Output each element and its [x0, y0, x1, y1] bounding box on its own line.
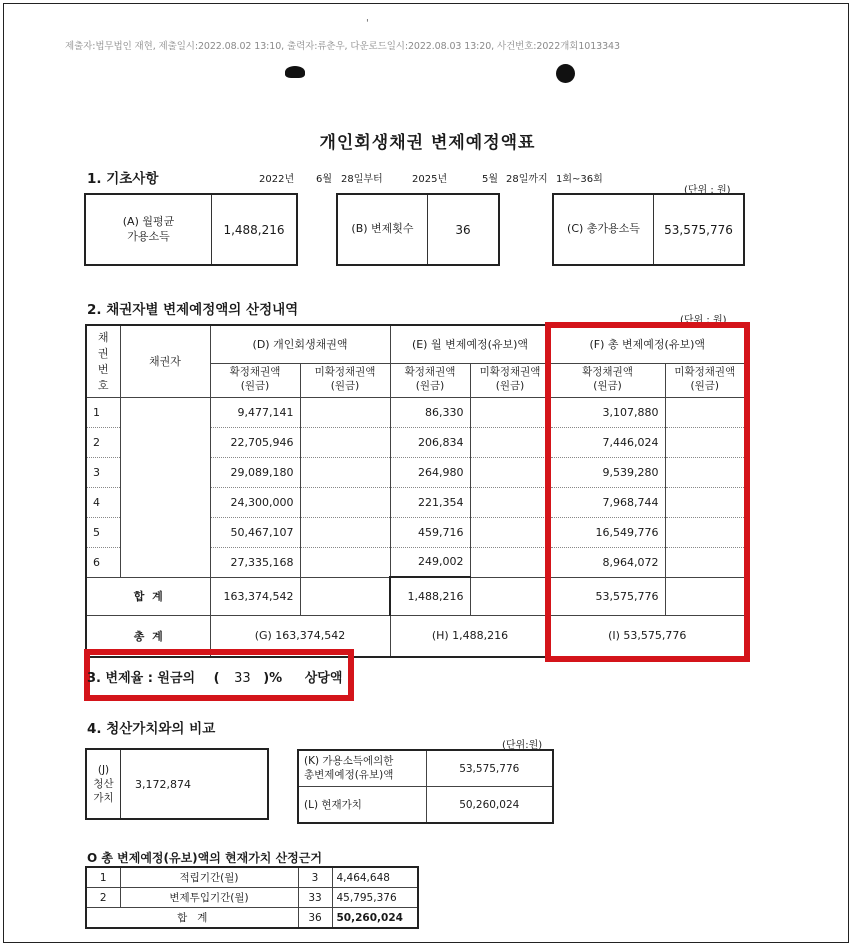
col-header-creditor: 채권자 — [120, 325, 210, 397]
col-header-no: 채권 번호 — [86, 325, 120, 397]
row-e-value: 221,354 — [390, 487, 470, 517]
pv-total-amount: 50,260,024 — [332, 908, 418, 929]
box-b-value: 36 — [455, 222, 471, 237]
row-e-value: 459,716 — [390, 517, 470, 547]
period-end-month: 5월 — [482, 174, 499, 185]
row-e-value: 86,330 — [390, 397, 470, 427]
sub-header-d-confirmed: 확정채권액 (원금) — [210, 363, 300, 397]
row-e-unconfirmed — [470, 517, 550, 547]
sub-header-e-unconfirmed: 미확정채권액 (원금) — [470, 363, 550, 397]
pv-row-label: 적립기간(월) — [120, 867, 298, 888]
row-no: 4 — [86, 487, 120, 517]
pv-total-months: 36 — [298, 908, 332, 929]
l-value: 50,260,024 — [426, 787, 553, 824]
row-e-value: 249,002 — [390, 547, 470, 577]
pv-row-amount: 4,464,648 — [332, 867, 418, 888]
row-d-unconfirmed — [300, 487, 390, 517]
present-value-table — [85, 866, 419, 929]
period-end-day: 28일까지 — [506, 174, 548, 185]
submission-header: 제출자:법무법인 재현, 제출일시:2022.08.02 13:10, 출력자:류춘우, 다운로드일시:2022.08.03 13:20, 사건번호:2022개회1013343 — [65, 41, 620, 52]
box-c-value: 53,575,776 — [664, 222, 733, 237]
document-title: 개인회생채권 변제예정액표 — [319, 133, 536, 153]
sum-label: 합 계 — [86, 577, 210, 615]
row-f-value: 8,964,072 — [550, 547, 665, 577]
sum-d-value: 163,374,542 — [210, 577, 300, 615]
row-e-unconfirmed — [470, 547, 550, 577]
total-h-value: (H) 1,488,216 — [390, 615, 550, 657]
section2-unit: (단위 : 원) — [680, 315, 727, 326]
rate-prefix: 3. 변제율 : 원금의 — [87, 671, 196, 686]
row-d-value: 29,089,180 — [210, 457, 300, 487]
row-f-value: 3,107,880 — [550, 397, 665, 427]
pv-total-label: 합 계 — [86, 908, 298, 929]
row-d-unconfirmed — [300, 397, 390, 427]
row-f-value: 7,446,024 — [550, 427, 665, 457]
section1-unit: (단위 : 원) — [684, 185, 731, 196]
pv-row-no: 2 — [86, 888, 120, 908]
sub-header-e-confirmed: 확정채권액 (원금) — [390, 363, 470, 397]
box-b-repayment-count — [336, 193, 500, 266]
l-label: (L) 현재가치 — [298, 787, 426, 824]
total-i-value: (I) 53,575,776 — [550, 615, 745, 657]
sum-f-value: 53,575,776 — [550, 577, 665, 615]
k-label: (K) 가용소득에의한 총변제예정(유보)액 — [298, 750, 426, 787]
row-no: 3 — [86, 457, 120, 487]
highlight-box-f-column — [545, 322, 750, 662]
total-g-value: (G) 163,374,542 — [210, 615, 390, 657]
pv-row-months: 3 — [298, 867, 332, 888]
top-mark: ' — [366, 18, 369, 29]
row-f-value: 9,539,280 — [550, 457, 665, 487]
section2-heading: 2. 채권자별 변제예정액의 산정내역 — [87, 302, 299, 318]
section1-heading: 1. 기초사항 — [87, 171, 159, 187]
row-d-value: 24,300,000 — [210, 487, 300, 517]
period-rounds: 1회~36회 — [556, 174, 603, 185]
row-e-unconfirmed — [470, 487, 550, 517]
sub-header-d-unconfirmed: 미확정채권액 (원금) — [300, 363, 390, 397]
box-a-label: (A) 월평균 가용소득 — [86, 195, 212, 264]
box-j-value: 3,172,874 — [135, 777, 191, 791]
row-d-value: 9,477,141 — [210, 397, 300, 427]
row-no: 2 — [86, 427, 120, 457]
ink-mark-right — [556, 64, 575, 83]
pv-row-label: 변제투입기간(월) — [120, 888, 298, 908]
period-start-day: 28일부터 — [341, 174, 383, 185]
rate-open-paren: ( — [213, 671, 220, 686]
sum-d-unconfirmed — [300, 577, 390, 615]
row-e-unconfirmed — [470, 397, 550, 427]
row-d-value: 50,467,107 — [210, 517, 300, 547]
rate-suffix: 상당액 — [304, 671, 343, 686]
row-d-unconfirmed — [300, 547, 390, 577]
row-e-unconfirmed — [470, 457, 550, 487]
table-row — [86, 867, 418, 888]
row-f-value: 16,549,776 — [550, 517, 665, 547]
ink-mark-left — [285, 66, 305, 78]
box-c-total-income — [552, 193, 745, 266]
box-j-label: (J) 청산 가치 — [87, 750, 121, 818]
row-d-value: 27,335,168 — [210, 547, 300, 577]
row-no: 5 — [86, 517, 120, 547]
sub-header-f-unconfirmed: 미확정채권액 (원금) — [665, 363, 745, 397]
rate-close-paren: )% — [263, 671, 283, 686]
table-row — [86, 888, 418, 908]
box-b-label: (B) 변제횟수 — [338, 195, 428, 264]
comparison-table — [297, 749, 554, 824]
box-j-liquidation-value — [85, 748, 269, 820]
row-d-value: 22,705,946 — [210, 427, 300, 457]
group-header-d: (D) 개인회생채권액 — [210, 325, 390, 363]
pv-row-amount: 45,795,376 — [332, 888, 418, 908]
section5-heading: O 총 변제예정(유보)액의 현재가치 산정근거 — [87, 851, 322, 865]
k-value: 53,575,776 — [426, 750, 553, 787]
sum-e-value: 1,488,216 — [390, 577, 470, 615]
period-start-month: 6월 — [316, 174, 333, 185]
creditor-name-cell — [120, 397, 210, 577]
rate-value: 33 — [234, 671, 251, 686]
total-label: 총 계 — [86, 615, 210, 657]
row-e-value: 264,980 — [390, 457, 470, 487]
repayment-rate-line — [87, 667, 342, 686]
group-header-f: (F) 총 변제예정(유보)액 — [550, 325, 745, 363]
row-no: 1 — [86, 397, 120, 427]
section4-heading: 4. 청산가치와의 비교 — [87, 721, 216, 737]
row-e-value: 206,834 — [390, 427, 470, 457]
row-d-unconfirmed — [300, 457, 390, 487]
row-d-unconfirmed — [300, 517, 390, 547]
box-c-label: (C) 총가용소득 — [554, 195, 654, 264]
sum-e-unconfirmed — [470, 577, 550, 615]
pv-row-no: 1 — [86, 867, 120, 888]
box-a-monthly-income — [84, 193, 298, 266]
row-e-unconfirmed — [470, 427, 550, 457]
sub-header-f-confirmed: 확정채권액 (원금) — [550, 363, 665, 397]
period-end-year: 2025년 — [412, 174, 448, 185]
row-no: 6 — [86, 547, 120, 577]
row-d-unconfirmed — [300, 427, 390, 457]
pv-total-row — [86, 908, 418, 929]
box-a-value: 1,488,216 — [223, 222, 285, 237]
group-header-e: (E) 월 변제예정(유보)액 — [390, 325, 550, 363]
period-start-year: 2022년 — [259, 174, 295, 185]
row-f-value: 7,968,744 — [550, 487, 665, 517]
section4-unit: (단위:원) — [502, 740, 543, 751]
pv-row-months: 33 — [298, 888, 332, 908]
